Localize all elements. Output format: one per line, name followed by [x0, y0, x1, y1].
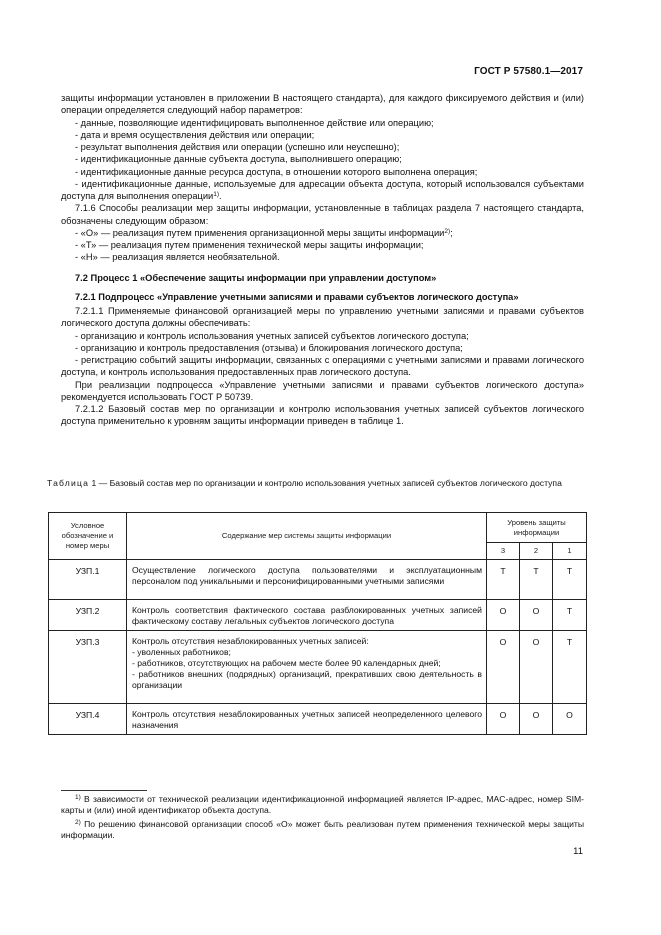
measure-content-item: - работников внешних (подрядных) организаций, прекративших свою деятельность в организации — [132, 669, 482, 690]
punctuation: ; — [450, 227, 453, 238]
level-3-value: О — [487, 600, 520, 631]
paragraph-7-2-1-2: 7.2.1.2 Базовый состав мер по организации и контролю использования учетных записей субъектов логического доступа применительно к уровням защиты информации приведен в таблице 1. — [61, 404, 584, 427]
list-item: - «Н» — реализация является необязательной. — [75, 252, 280, 263]
list-item: - идентификационные данные ресурса доступа, в отношении которого выполнена операция; — [75, 166, 478, 177]
level-2-value: О — [520, 600, 553, 631]
measure-content: Контроль отсутствия незаблокированных учетных записей неопределенного целевого назначения — [127, 704, 487, 735]
header-level-3: 3 — [487, 543, 520, 560]
list-item: - дата и время осуществления действия или операции; — [75, 129, 315, 140]
table-header-row — [49, 513, 587, 543]
list-item: - организацию и контроль использования учетных записей субъектов логического доступа; — [75, 330, 469, 341]
header-level-2: 2 — [520, 543, 553, 560]
footnote-1 — [61, 794, 584, 817]
level-2-value: О — [520, 631, 553, 704]
header-code: Условное обозначение и номер меры — [49, 513, 127, 560]
header-content: Содержание мер системы защиты информации — [127, 513, 487, 560]
table-row — [49, 631, 587, 704]
footnote-ref: 1) — [213, 191, 220, 198]
measure-content-item: - уволенных работников; — [132, 647, 231, 657]
list-item: - «Т» — реализация путем применения технической меры защиты информации; — [75, 240, 424, 250]
paragraph-7-1-6: 7.1.6 Способы реализации мер защиты информации, установленные в таблицах раздела 7 настоящего стандарта, обозначены следующим образом: — [61, 203, 584, 226]
footnote-mark: 1) — [75, 794, 81, 801]
list-item: - регистрацию событий защиты информации, связанных с операциями с учетными записями и правами логического доступа, и контроль использования предоставленных прав логического доступа. — [61, 355, 584, 378]
header-level: Уровень защиты информации — [487, 513, 587, 543]
table-caption-word: Таблица — [47, 478, 90, 488]
page-number: 11 — [573, 846, 583, 857]
level-1-value: О — [553, 704, 587, 735]
table-row — [49, 600, 587, 631]
list-item: - результат выполнения действия или операции (успешно или неуспешно); — [75, 142, 400, 152]
footnote-text: В зависимости от технической реализации идентификационной информацией является IP-адрес, MAC-адрес, номер SIM-карты и (или) иной идентификатор объекта доступа. — [61, 794, 584, 816]
measure-code: УЗП.4 — [49, 704, 127, 735]
list-item: - данные, позволяющие идентифицировать выполненное действие или операцию; — [75, 117, 434, 128]
list-item — [61, 227, 584, 239]
footnote-2 — [61, 819, 584, 842]
measure-content-item: - работников, отсутствующих на рабочем месте более 90 календарных дней; — [132, 658, 441, 668]
level-1-value: Т — [553, 560, 587, 600]
measure-content-lead: Контроль отсутствия незаблокированных учетных записей: — [132, 636, 369, 646]
measure-code: УЗП.1 — [49, 560, 127, 600]
measure-code: УЗП.2 — [49, 600, 127, 631]
measure-content: Осуществление логического доступа пользователями и эксплуатационным персоналом под уникальными и персонифицированными учетными записями — [127, 560, 487, 600]
paragraph-7-2-1-1: 7.2.1.1 Применяемые финансовой организацией меры по управлению учетными записями и правами субъектов логического доступа должны обеспечивать: — [61, 306, 584, 329]
table-row — [49, 704, 587, 735]
list-item-text: - «О» — реализация путем применения организационной меры защиты информации — [75, 227, 445, 238]
list-item: - организацию и контроль предоставления (отзыва) и блокирования логического доступа; — [75, 342, 463, 353]
list-item — [61, 178, 584, 203]
table-caption — [47, 478, 587, 489]
punctuation: . — [219, 191, 222, 201]
document-code: ГОСТ Р 57580.1—2017 — [474, 66, 583, 77]
measures-table — [48, 512, 587, 735]
table-caption-text: 1 — Базовый состав мер по организации и контролю использования учетных записей субъектов логического доступа — [89, 478, 562, 488]
table-row — [49, 560, 587, 600]
footnote-text: По решению финансовой организации способ «О» может быть реализован путем применения технической меры защиты информации. — [61, 819, 584, 841]
paragraph: защиты информации установлен в приложении В настоящего стандарта), для каждого фиксируемого действия и (или) операции определяется следующий набор параметров: — [61, 93, 584, 116]
level-3-value: О — [487, 631, 520, 704]
level-3-value: Т — [487, 560, 520, 600]
level-2-value: О — [520, 704, 553, 735]
footnote-separator — [61, 790, 147, 791]
measure-content — [127, 631, 487, 704]
section-heading-7-2: 7.2 Процесс 1 «Обеспечение защиты информации при управлении доступом» — [75, 272, 437, 283]
measure-code: УЗП.3 — [49, 631, 127, 704]
level-2-value: Т — [520, 560, 553, 600]
level-3-value: О — [487, 704, 520, 735]
level-1-value: Т — [553, 600, 587, 631]
footnote-mark: 2) — [75, 819, 81, 826]
subsection-heading-7-2-1: 7.2.1 Подпроцесс «Управление учетными записями и правами субъектов логического доступа» — [75, 291, 519, 302]
paragraph: При реализации подпроцесса «Управление учетными записями и правами субъектов логического доступа» рекомендуется использовать ГОСТ Р 50739. — [61, 379, 584, 402]
footnote-ref: 2) — [444, 227, 451, 235]
body-text — [61, 92, 584, 428]
level-1-value: Т — [553, 631, 587, 704]
measure-content: Контроль соответствия фактического состава разблокированных учетных записей фактическому составу легальных субъектов логического доступа — [127, 600, 487, 631]
header-level-1: 1 — [553, 543, 587, 560]
list-item: - идентификационные данные субъекта доступа, выполнившего операцию; — [75, 154, 402, 165]
list-item-text: - идентификационные данные, используемые для адресации объекта доступа, который использовался субъектами доступа для выполнения операции — [61, 178, 584, 201]
